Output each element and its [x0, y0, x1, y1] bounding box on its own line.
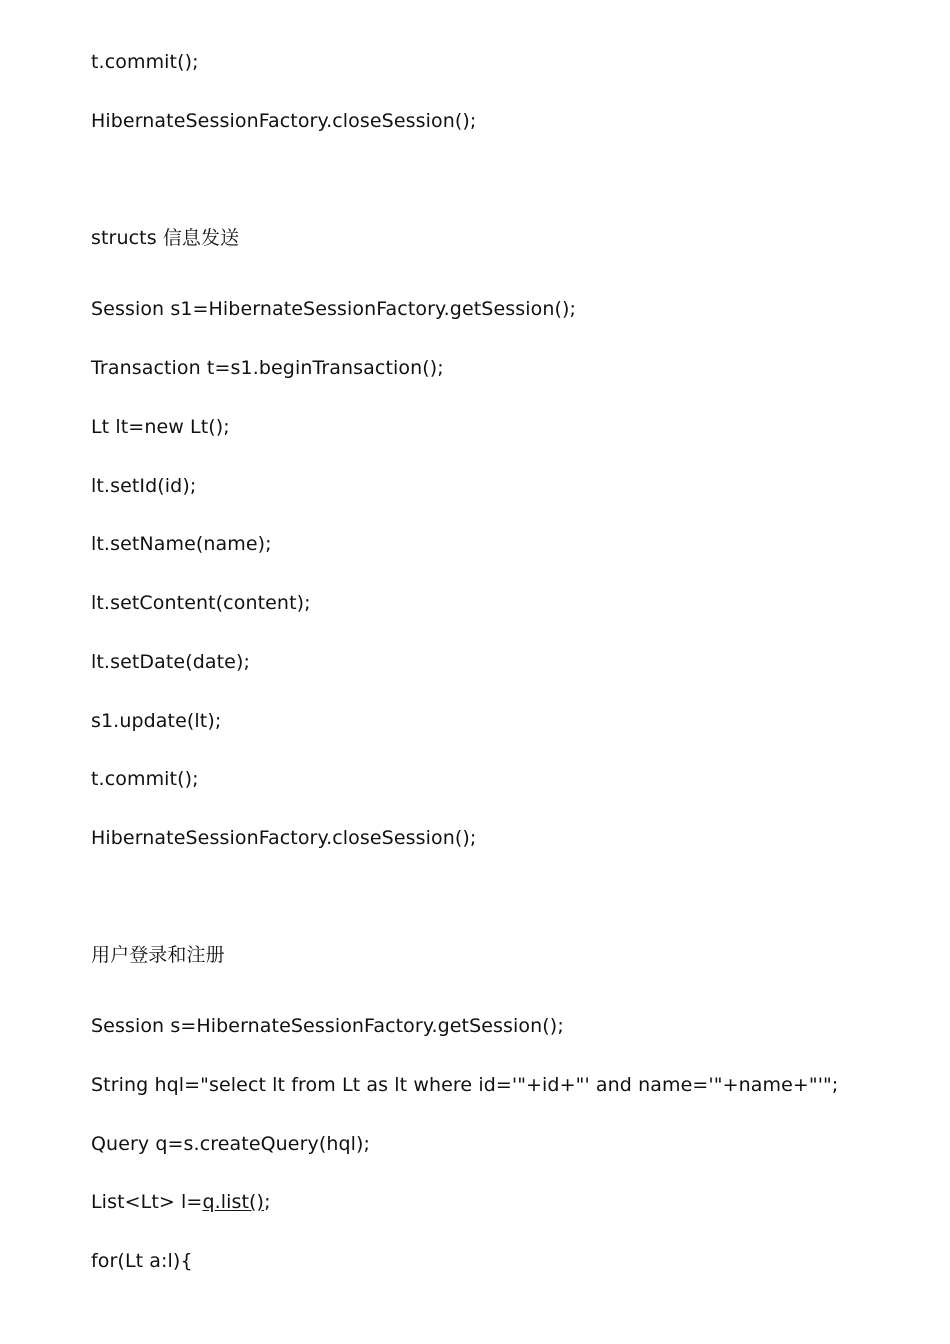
code-line: HibernateSessionFactory.closeSession();	[91, 110, 477, 132]
code-line: Session s1=HibernateSessionFactory.getSession();	[91, 298, 577, 320]
code-line: Query q=s.createQuery(hql);	[91, 1133, 371, 1155]
code-line: for(Lt a:l){	[91, 1250, 193, 1272]
code-line: Lt lt=new Lt();	[91, 416, 230, 438]
underlined-code-text: q.list()	[202, 1191, 265, 1213]
code-line: String hql="select lt from Lt as lt where id='"+id+"' and name='"+name+"'";	[91, 1074, 839, 1096]
section-heading: structs 信息发送	[91, 227, 240, 249]
code-line: lt.setDate(date);	[91, 651, 250, 673]
section-heading: 用户登录和注册	[91, 944, 225, 966]
code-line: HibernateSessionFactory.closeSession();	[91, 827, 477, 849]
code-line: t.commit();	[91, 51, 199, 73]
code-line: Session s=HibernateSessionFactory.getSession();	[91, 1015, 564, 1037]
code-line: t.commit();	[91, 768, 199, 790]
code-text: ;	[264, 1191, 271, 1213]
code-line: lt.setName(name);	[91, 533, 272, 555]
code-line: lt.setId(id);	[91, 475, 197, 497]
code-line: s1.update(lt);	[91, 710, 222, 732]
code-text: List<Lt> l=	[91, 1191, 203, 1213]
code-line: Transaction t=s1.beginTransaction();	[91, 357, 444, 379]
code-line: lt.setContent(content);	[91, 592, 311, 614]
code-line	[91, 1190, 271, 1214]
